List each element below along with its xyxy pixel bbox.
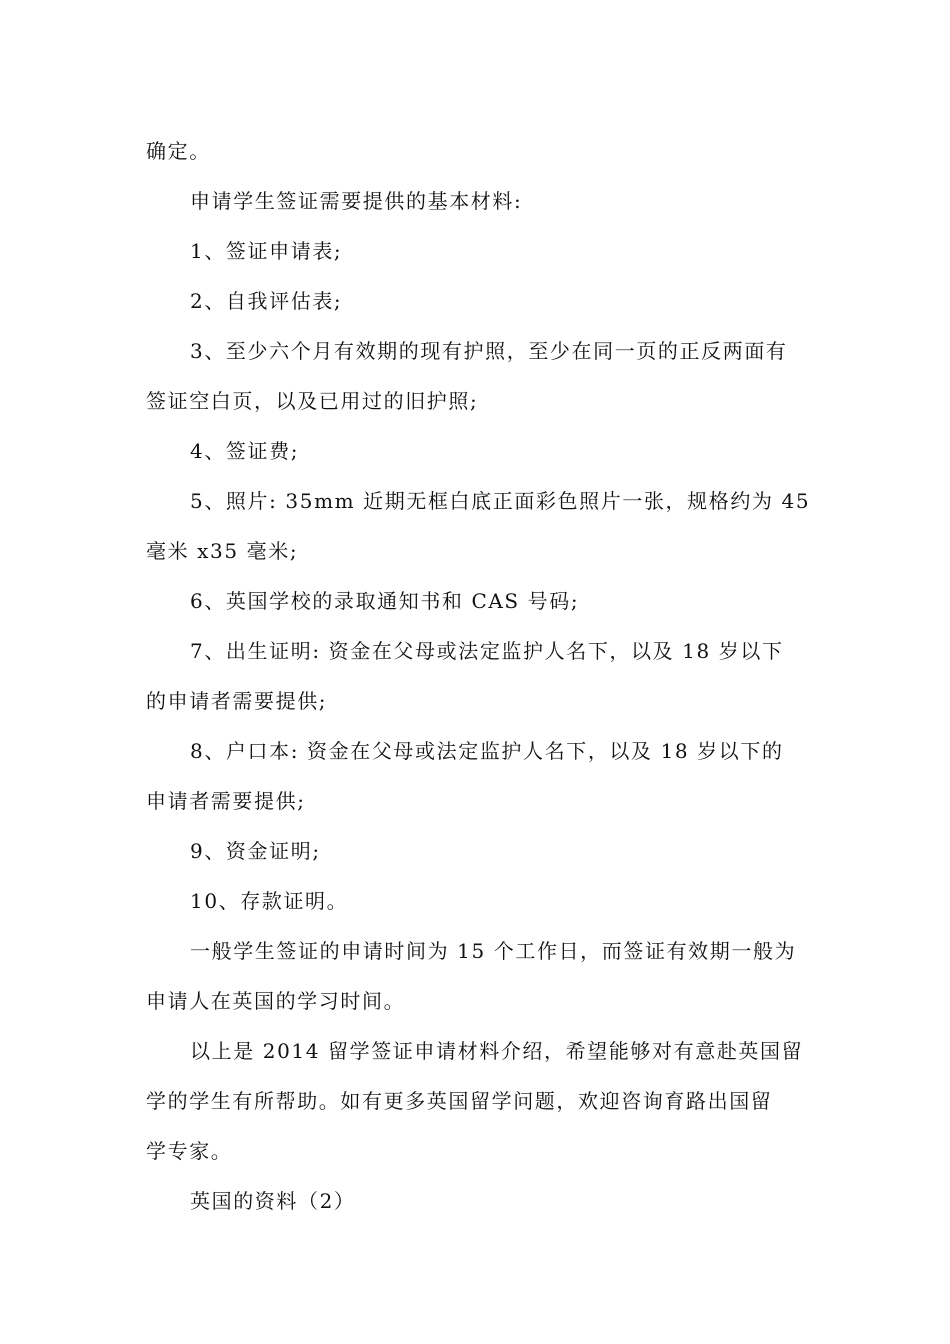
- list-item: 6、英国学校的录取通知书和 CAS 号码;: [190, 589, 580, 613]
- text-line: 的申请者需要提供;: [146, 689, 328, 713]
- list-item: 1、签证申请表;: [190, 239, 343, 263]
- list-item: 4、签证费;: [190, 439, 300, 463]
- text-line: 申请者需要提供;: [146, 789, 306, 813]
- list-item: 2、自我评估表;: [190, 289, 343, 313]
- paragraph-line: 学的学生有所帮助。如有更多英国留学问题，欢迎咨询育路出国留: [146, 1089, 773, 1113]
- list-item: 5、照片: 35mm 近期无框白底正面彩色照片一张，规格约为 45: [190, 489, 811, 513]
- text-line: 签证空白页，以及已用过的旧护照;: [146, 389, 479, 413]
- text-line: 申请学生签证需要提供的基本材料:: [190, 189, 523, 213]
- list-item: 3、至少六个月有效期的现有护照，至少在同一页的正反两面有: [190, 339, 788, 363]
- paragraph-line: 学专家。: [146, 1139, 233, 1163]
- text-line: 毫米 x35 毫米;: [146, 539, 299, 563]
- paragraph-line: 申请人在英国的学习时间。: [146, 989, 406, 1013]
- paragraph-line: 一般学生签证的申请时间为 15 个工作日，而签证有效期一般为: [190, 939, 797, 963]
- list-item: 9、资金证明;: [190, 839, 321, 863]
- text-line: 确定。: [146, 139, 211, 163]
- list-item: 8、户口本: 资金在父母或法定监护人名下，以及 18 岁以下的: [190, 739, 784, 763]
- list-item: 7、出生证明: 资金在父母或法定监护人名下，以及 18 岁以下: [190, 639, 784, 663]
- paragraph-line: 以上是 2014 留学签证申请材料介绍，希望能够对有意赴英国留: [190, 1039, 804, 1063]
- section-heading: 英国的资料（2）: [190, 1189, 356, 1213]
- list-item: 10、存款证明。: [190, 889, 349, 913]
